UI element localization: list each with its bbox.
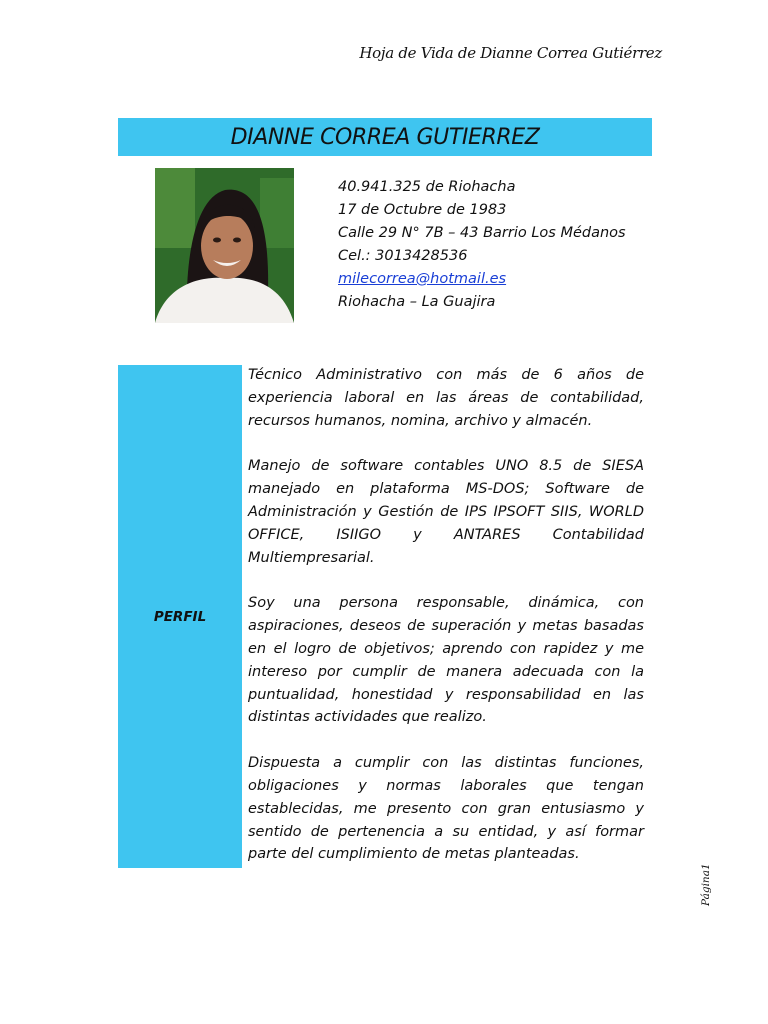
phone: Cel.: 3013428536 (338, 248, 468, 264)
address: Calle 29 N° 7B – 43 Barrio Los Médanos (338, 225, 626, 241)
profile-paragraph: Soy una persona responsable, dinámica, con aspiraciones, deseos de superación y metas basadas en el logro de objetivos; aprendo con rapidez y me intereso por cumplir de manera adecuada con la puntualidad, honestidad y responsabilidad en las distintas actividades que realizo. (248, 595, 644, 726)
profile-paragraph: Dispuesta a cumplir con las distintas funciones, obligaciones y normas laborales que tengan establecidas, me presento con gran entusiasmo y sentido de pertenencia a su entidad, y así formar parte del cumplimiento de metas planteadas. (248, 755, 644, 863)
profile-photo (155, 168, 294, 323)
profile-text (248, 364, 644, 889)
birth-date: 17 de Octubre de 1983 (338, 202, 507, 218)
profile-label: PERFIL (153, 608, 207, 625)
contact-info (338, 176, 626, 314)
profile-section-label (118, 365, 242, 868)
profile-paragraph: Técnico Administrativo con más de 6 años de experiencia laboral en las áreas de contabilidad, recursos humanos, nomina, archivo y almacén. (248, 367, 644, 429)
profile-paragraph: Manejo de software contables UNO 8.5 de SIESA manejado en plataforma MS-DOS; Software de Administración y Gestión de IPS IPSOFT SIIS, WORLD OFFICE, ISIIGO y ANTARES Contabilidad Multiempresarial. (248, 458, 644, 566)
id-number: 40.941.325 de Riohacha (338, 179, 516, 195)
page-number: Página1 (700, 863, 712, 906)
name-banner (118, 118, 652, 156)
full-name: DIANNE CORREA GUTIERREZ (230, 124, 540, 150)
document-header-title: Hoja de Vida de Dianne Correa Gutiérrez (359, 44, 662, 62)
email-link[interactable]: milecorrea@hotmail.es (338, 271, 507, 287)
city: Riohacha – La Guajira (338, 294, 496, 310)
